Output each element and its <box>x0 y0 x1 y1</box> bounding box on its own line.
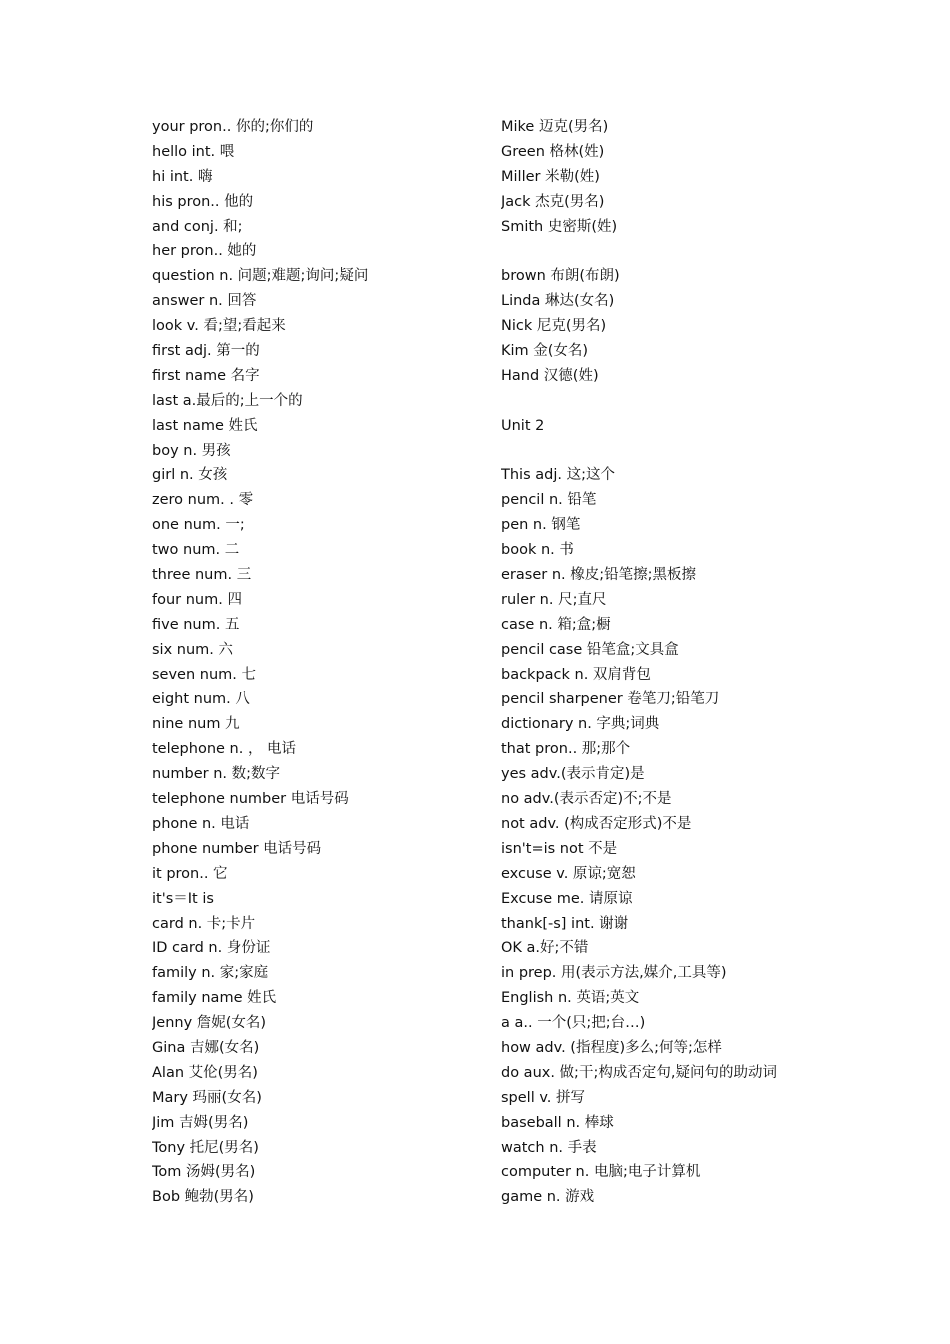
vocab-entry: pencil case 铅笔盒;文具盒 <box>501 641 679 658</box>
vocab-entry: hello int. 喂 <box>152 143 235 160</box>
vocab-entry: Kim 金(女名) <box>501 343 589 360</box>
vocab-entry <box>501 239 831 264</box>
vocab-entry: Miller 米勒(姓) <box>501 168 600 185</box>
vocab-entry: Linda 琳达(女名) <box>501 293 615 310</box>
vocab-entry: computer n. 电脑;电子计算机 <box>501 1164 701 1181</box>
vocab-entry: card n. 卡;卡片 <box>152 915 256 932</box>
vocab-entry: one num. 一; <box>152 517 245 534</box>
vocab-entry: OK a.好;不错 <box>501 940 589 957</box>
vocab-entry: Alan 艾伦(男名) <box>152 1064 258 1081</box>
vocab-entry: pencil n. 铅笔 <box>501 492 597 509</box>
vocab-entry: eight num. 八 <box>152 691 250 708</box>
vocab-entry: telephone n. ， 电话 <box>152 741 297 758</box>
vocab-entry: nine num 九 <box>152 716 240 733</box>
vocab-entry: Mike 迈克(男名) <box>501 119 609 135</box>
vocab-entry: family n. 家;家庭 <box>152 965 269 982</box>
vocab-entry: Unit 2 <box>501 417 545 434</box>
vocab-entry: first name 名字 <box>152 367 260 384</box>
vocab-entry: question n. 问题;难题;询问;疑问 <box>152 268 369 285</box>
vocab-entry: boy n. 男孩 <box>152 442 231 459</box>
vocab-entry: four num. 四 <box>152 591 242 608</box>
vocab-entry: phone number 电话号码 <box>152 840 322 857</box>
vocab-entry: last a.最后的;上一个的 <box>152 392 303 409</box>
vocab-entry: Tony 托尼(男名) <box>152 1139 259 1156</box>
vocab-entry: Jenny 詹妮(女名) <box>152 1015 267 1032</box>
vocab-entry: Jack 杰克(男名) <box>501 193 605 210</box>
vocab-entry: in prep. 用(表示方法,媒介,工具等) <box>501 965 727 982</box>
vocab-entry: case n. 箱;盒;橱 <box>501 616 611 633</box>
vocab-entry: Jim 吉姆(男名) <box>152 1114 249 1131</box>
vocab-entry: backpack n. 双肩背包 <box>501 666 651 683</box>
vocab-entry: phone n. 电话 <box>152 815 250 832</box>
vocab-entry: baseball n. 棒球 <box>501 1114 614 1131</box>
vocab-entry: English n. 英语;英文 <box>501 990 640 1007</box>
vocab-entry: it pron.. 它 <box>152 865 228 882</box>
vocab-entry: Tom 汤姆(男名) <box>152 1164 256 1181</box>
vocab-entry: hi int. 嗨 <box>152 168 213 185</box>
vocab-entry: it's＝It is <box>152 890 214 907</box>
vocab-entry: thank[-s] int. 谢谢 <box>501 915 629 932</box>
vocab-entry: five num. 五 <box>152 616 240 633</box>
vocab-entry: ID card n. 身份证 <box>152 940 271 957</box>
vocab-entry: eraser n. 橡皮;铅笔擦;黑板擦 <box>501 567 696 584</box>
vocab-entry: that pron.. 那;那个 <box>501 741 631 758</box>
vocab-entry: number n. 数;数字 <box>152 766 280 783</box>
vocab-entry: no adv.(表示否定)不;不是 <box>501 791 672 808</box>
vocab-entry: isn't=is not 不是 <box>501 840 618 857</box>
vocab-entry: and conj. 和; <box>152 218 243 235</box>
vocab-entry: a a.. 一个(只;把;台…) <box>501 1015 646 1032</box>
vocab-column-left <box>152 115 482 1210</box>
vocab-entry: watch n. 手表 <box>501 1139 597 1156</box>
vocab-entry: three num. 三 <box>152 567 252 584</box>
vocab-entry: Bob 鲍勃(男名) <box>152 1189 254 1206</box>
vocab-entry: two num. 二 <box>152 542 240 559</box>
vocab-entry: Excuse me. 请原谅 <box>501 890 633 907</box>
vocab-entry: his pron.. 他的 <box>152 193 254 210</box>
vocab-entry: Hand 汉德(姓) <box>501 367 599 384</box>
vocab-entry <box>501 439 831 464</box>
vocab-entry: brown 布朗(布朗) <box>501 268 620 285</box>
vocab-entry: girl n. 女孩 <box>152 467 228 484</box>
vocab-entry: Nick 尼克(男名) <box>501 318 607 335</box>
vocab-entry: zero num. . 零 <box>152 492 254 509</box>
vocab-entry: telephone number 电话号码 <box>152 791 349 808</box>
vocab-entry: pen n. 钢笔 <box>501 517 581 534</box>
vocab-entry: answer n. 回答 <box>152 293 257 310</box>
vocab-entry: yes adv.(表示肯定)是 <box>501 766 645 783</box>
vocab-entry: Gina 吉娜(女名) <box>152 1039 260 1056</box>
vocab-column-right <box>501 115 831 1210</box>
vocab-entry: your pron.. 你的;你们的 <box>152 119 314 135</box>
vocab-entry: six num. 六 <box>152 641 233 658</box>
vocab-entry: spell v. 拼写 <box>501 1089 586 1106</box>
vocab-entry: family name 姓氏 <box>152 990 277 1007</box>
vocab-entry: her pron.. 她的 <box>152 243 257 260</box>
vocab-entry: Smith 史密斯(姓) <box>501 218 618 235</box>
vocab-entry: look v. 看;望;看起来 <box>152 318 286 335</box>
vocab-entry: game n. 游戏 <box>501 1189 595 1206</box>
vocab-entry: This adj. 这;这个 <box>501 467 615 484</box>
vocab-entry: first adj. 第一的 <box>152 343 260 360</box>
vocab-entry: how adv. (指程度)多么;何等;怎样 <box>501 1039 722 1056</box>
vocab-entry: seven num. 七 <box>152 666 256 683</box>
vocab-entry: not adv. (构成否定形式)不是 <box>501 815 692 832</box>
vocab-entry: Green 格林(姓) <box>501 143 605 160</box>
vocab-entry: Mary 玛丽(女名) <box>152 1089 262 1106</box>
vocab-entry: pencil sharpener 卷笔刀;铅笔刀 <box>501 691 720 708</box>
vocab-entry <box>501 389 831 414</box>
vocab-entry: do aux. 做;干;构成否定句,疑问句的助动词 <box>501 1064 777 1081</box>
vocab-entry: last name 姓氏 <box>152 417 258 434</box>
vocab-entry: dictionary n. 字典;词典 <box>501 716 660 733</box>
vocab-entry: ruler n. 尺;直尺 <box>501 591 607 608</box>
vocab-entry: book n. 书 <box>501 542 574 559</box>
vocab-entry: excuse v. 原谅;宽恕 <box>501 865 636 882</box>
